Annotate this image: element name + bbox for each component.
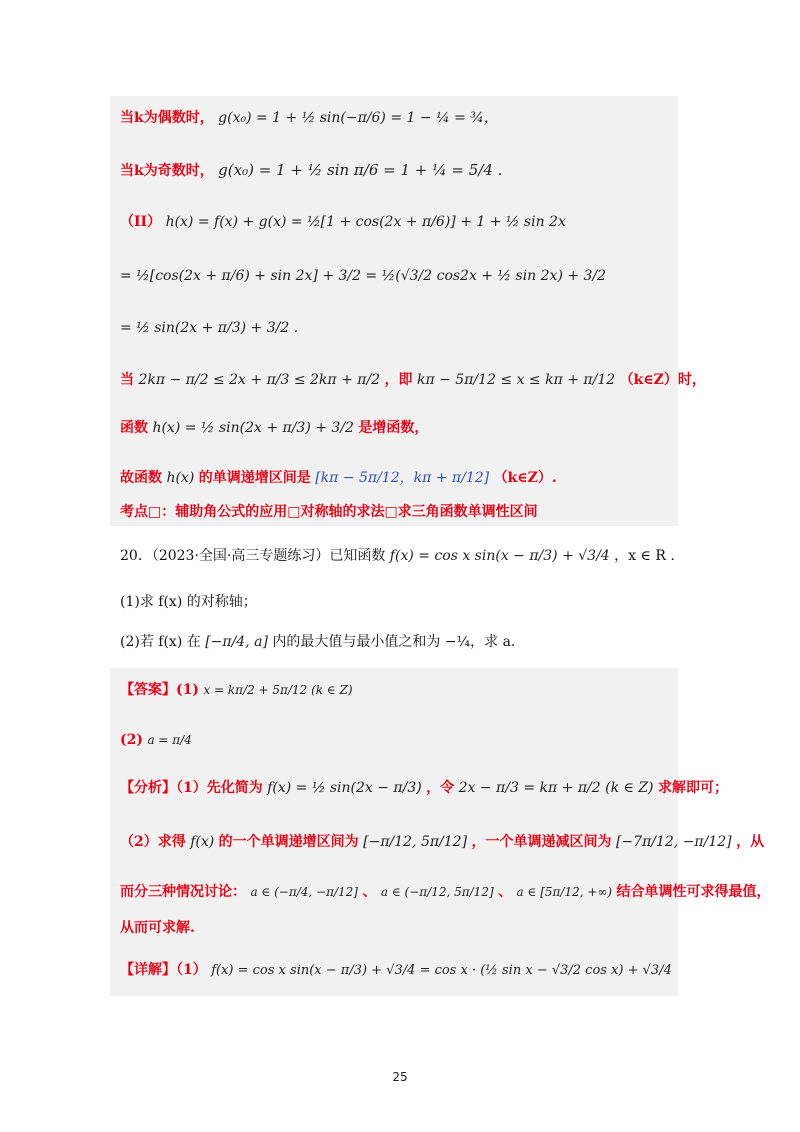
line-increasing-condition: 当 2kπ − π/2 ≤ 2x + π/3 ≤ 2kπ + π/2 ，即 kπ − 5π/12 ≤ x ≤ kπ + π/12 （k∈Z）时，: [120, 372, 706, 388]
question-20-stem: 20．（2023·全国·高三专题练习）已知函数 f(x) = cos x sin(x − π/3) + √3/4 ，x ∈ R .: [120, 548, 675, 564]
line-part-ii: （II） h(x) = f(x) + g(x) = ½[1 + cos(2x + π/6)] + 1 + ½ sin 2x: [120, 214, 566, 230]
line-expansion: = ½[cos(2x + π/6) + sin 2x] + 3/2 = ½(√3/2 cos2x + ½ sin 2x) + 3/2: [120, 268, 607, 284]
line-simplified: = ½ sin(2x + π/3) + 3/2 .: [120, 320, 299, 336]
answer-part-1: 【答案】(1) x = kπ/2 + 5π/12 (k ∈ Z): [120, 682, 353, 698]
line-increasing-function: 函数 h(x) = ½ sin(2x + π/3) + 3/2 是增函数，: [120, 420, 429, 436]
answer-part-2: (2) a = π/4: [120, 732, 192, 748]
line-odd-case: 当k为奇数时， g(x₀) = 1 + ½ sin π/6 = 1 + ¼ = 5/4 .: [120, 161, 503, 179]
line-knowledge-points: 考点□：辅助角公式的应用□对称轴的求法□求三角函数单调性区间: [120, 504, 538, 520]
question-20-part-1: (1)求 f(x) 的对称轴；: [120, 594, 257, 610]
line-even-case: 当k为偶数时， g(x₀) = 1 + ½ sin(−π/6) = 1 − ¼ = ¾，: [120, 110, 498, 126]
line-interval: 故函数 h(x) 的单调递增区间是 [kπ − 5π/12，kπ + π/12] （k∈Z）.: [120, 470, 557, 486]
analysis-line-1: 【分析】（1）先化简为 f(x) = ½ sin(2x − π/3) ，令 2x − π/3 = kπ + π/2 (k ∈ Z) 求解即可；: [120, 780, 728, 796]
analysis-line-2: （2）求得 f(x) 的一个单调递增区间为 [−π/12, 5π/12] ，一个单调递减区间为 [−7π/12, −π/12] ，从: [120, 834, 765, 850]
analysis-line-3: 而分三种情况讨论： a ∈ (−π/4, −π/12] 、 a ∈ (−π/12, 5π/12] 、 a ∈ [5π/12, +∞) 结合单调性可求得最值，: [120, 884, 771, 900]
page-number: 25: [392, 1070, 408, 1084]
question-20-part-2: (2)若 f(x) 在 [−π/4, a] 内的最大值与最小值之和为 −¼，求 a.: [120, 634, 516, 650]
detail-line-1: 【详解】（1） f(x) = cos x sin(x − π/3) + √3/4 = cos x · (½ sin x − √3/2 cos x) + √3/4: [120, 962, 672, 978]
analysis-line-4: 从而可求解.: [120, 920, 195, 936]
